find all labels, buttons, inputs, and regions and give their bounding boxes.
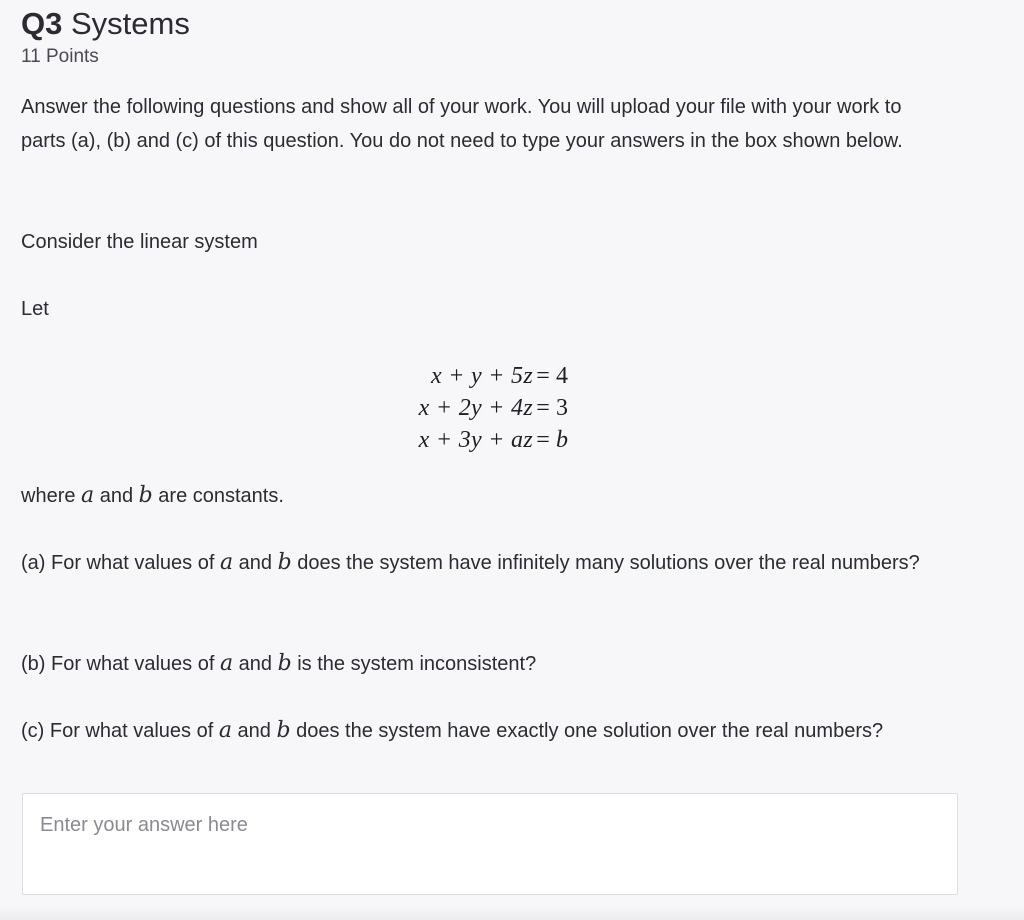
part-a-text [21, 546, 941, 580]
question-number: Q3 [21, 6, 63, 41]
question-title [21, 4, 190, 44]
part-b-text [21, 647, 941, 681]
part-a-suffix: does the system have infinitely many solutions over the real numbers? [291, 552, 920, 574]
part-b-prefix: (b) For what values of [21, 653, 220, 675]
part-c-suffix: does the system have exactly one solution over the real numbers? [290, 720, 884, 742]
variable-a: a [219, 550, 234, 575]
variable-b: b [277, 550, 292, 575]
equation-equals: = [536, 363, 550, 389]
part-a-mid: and [233, 552, 278, 574]
constants-suffix: are constants. [152, 485, 284, 507]
equation-equals: = [536, 395, 550, 421]
constants-prefix: where [21, 485, 82, 507]
linear-system [390, 360, 590, 456]
equation-rhs: 3 [556, 395, 568, 421]
consider-text: Consider the linear system [21, 231, 258, 253]
variable-b: b [138, 483, 153, 508]
constants-mid: and [94, 485, 139, 507]
constants-text [21, 479, 941, 513]
part-c-prefix: (c) For what values of [21, 720, 219, 742]
part-b-suffix: is the system inconsistent? [291, 653, 537, 675]
answer-input[interactable] [22, 793, 958, 895]
equation-rhs: b [556, 427, 568, 453]
equation-lhs: x + y + 5z [430, 363, 533, 389]
variable-a: a [81, 483, 95, 508]
part-c-text [21, 714, 941, 748]
variable-a: a [218, 718, 232, 743]
let-text: Let [21, 298, 49, 320]
equation-row [390, 424, 590, 456]
variable-a: a [219, 651, 234, 676]
question-title-text: Systems [70, 6, 190, 41]
question-header [21, 4, 190, 69]
equation-rhs: 4 [556, 363, 568, 389]
page-bottom-edge [0, 906, 1024, 920]
part-c-mid: and [231, 720, 277, 742]
part-b-mid: and [233, 653, 278, 675]
equation-row [390, 392, 590, 424]
question-points: 11 Points [21, 46, 99, 67]
equation-equals: = [536, 427, 550, 453]
instructions-text: Answer the following questions and show all of your work. You will upload your file with your work to parts (a), (b) and (c) of this question. You do not need to type your answers in the box shown below. [21, 96, 903, 152]
equation-lhs: x + 2y + 4z [418, 395, 533, 421]
variable-b: b [277, 651, 292, 676]
equation-row [390, 360, 590, 392]
part-a-prefix: (a) For what values of [21, 552, 220, 574]
variable-b: b [276, 718, 291, 743]
equation-lhs: x + 3y + az [418, 427, 533, 453]
